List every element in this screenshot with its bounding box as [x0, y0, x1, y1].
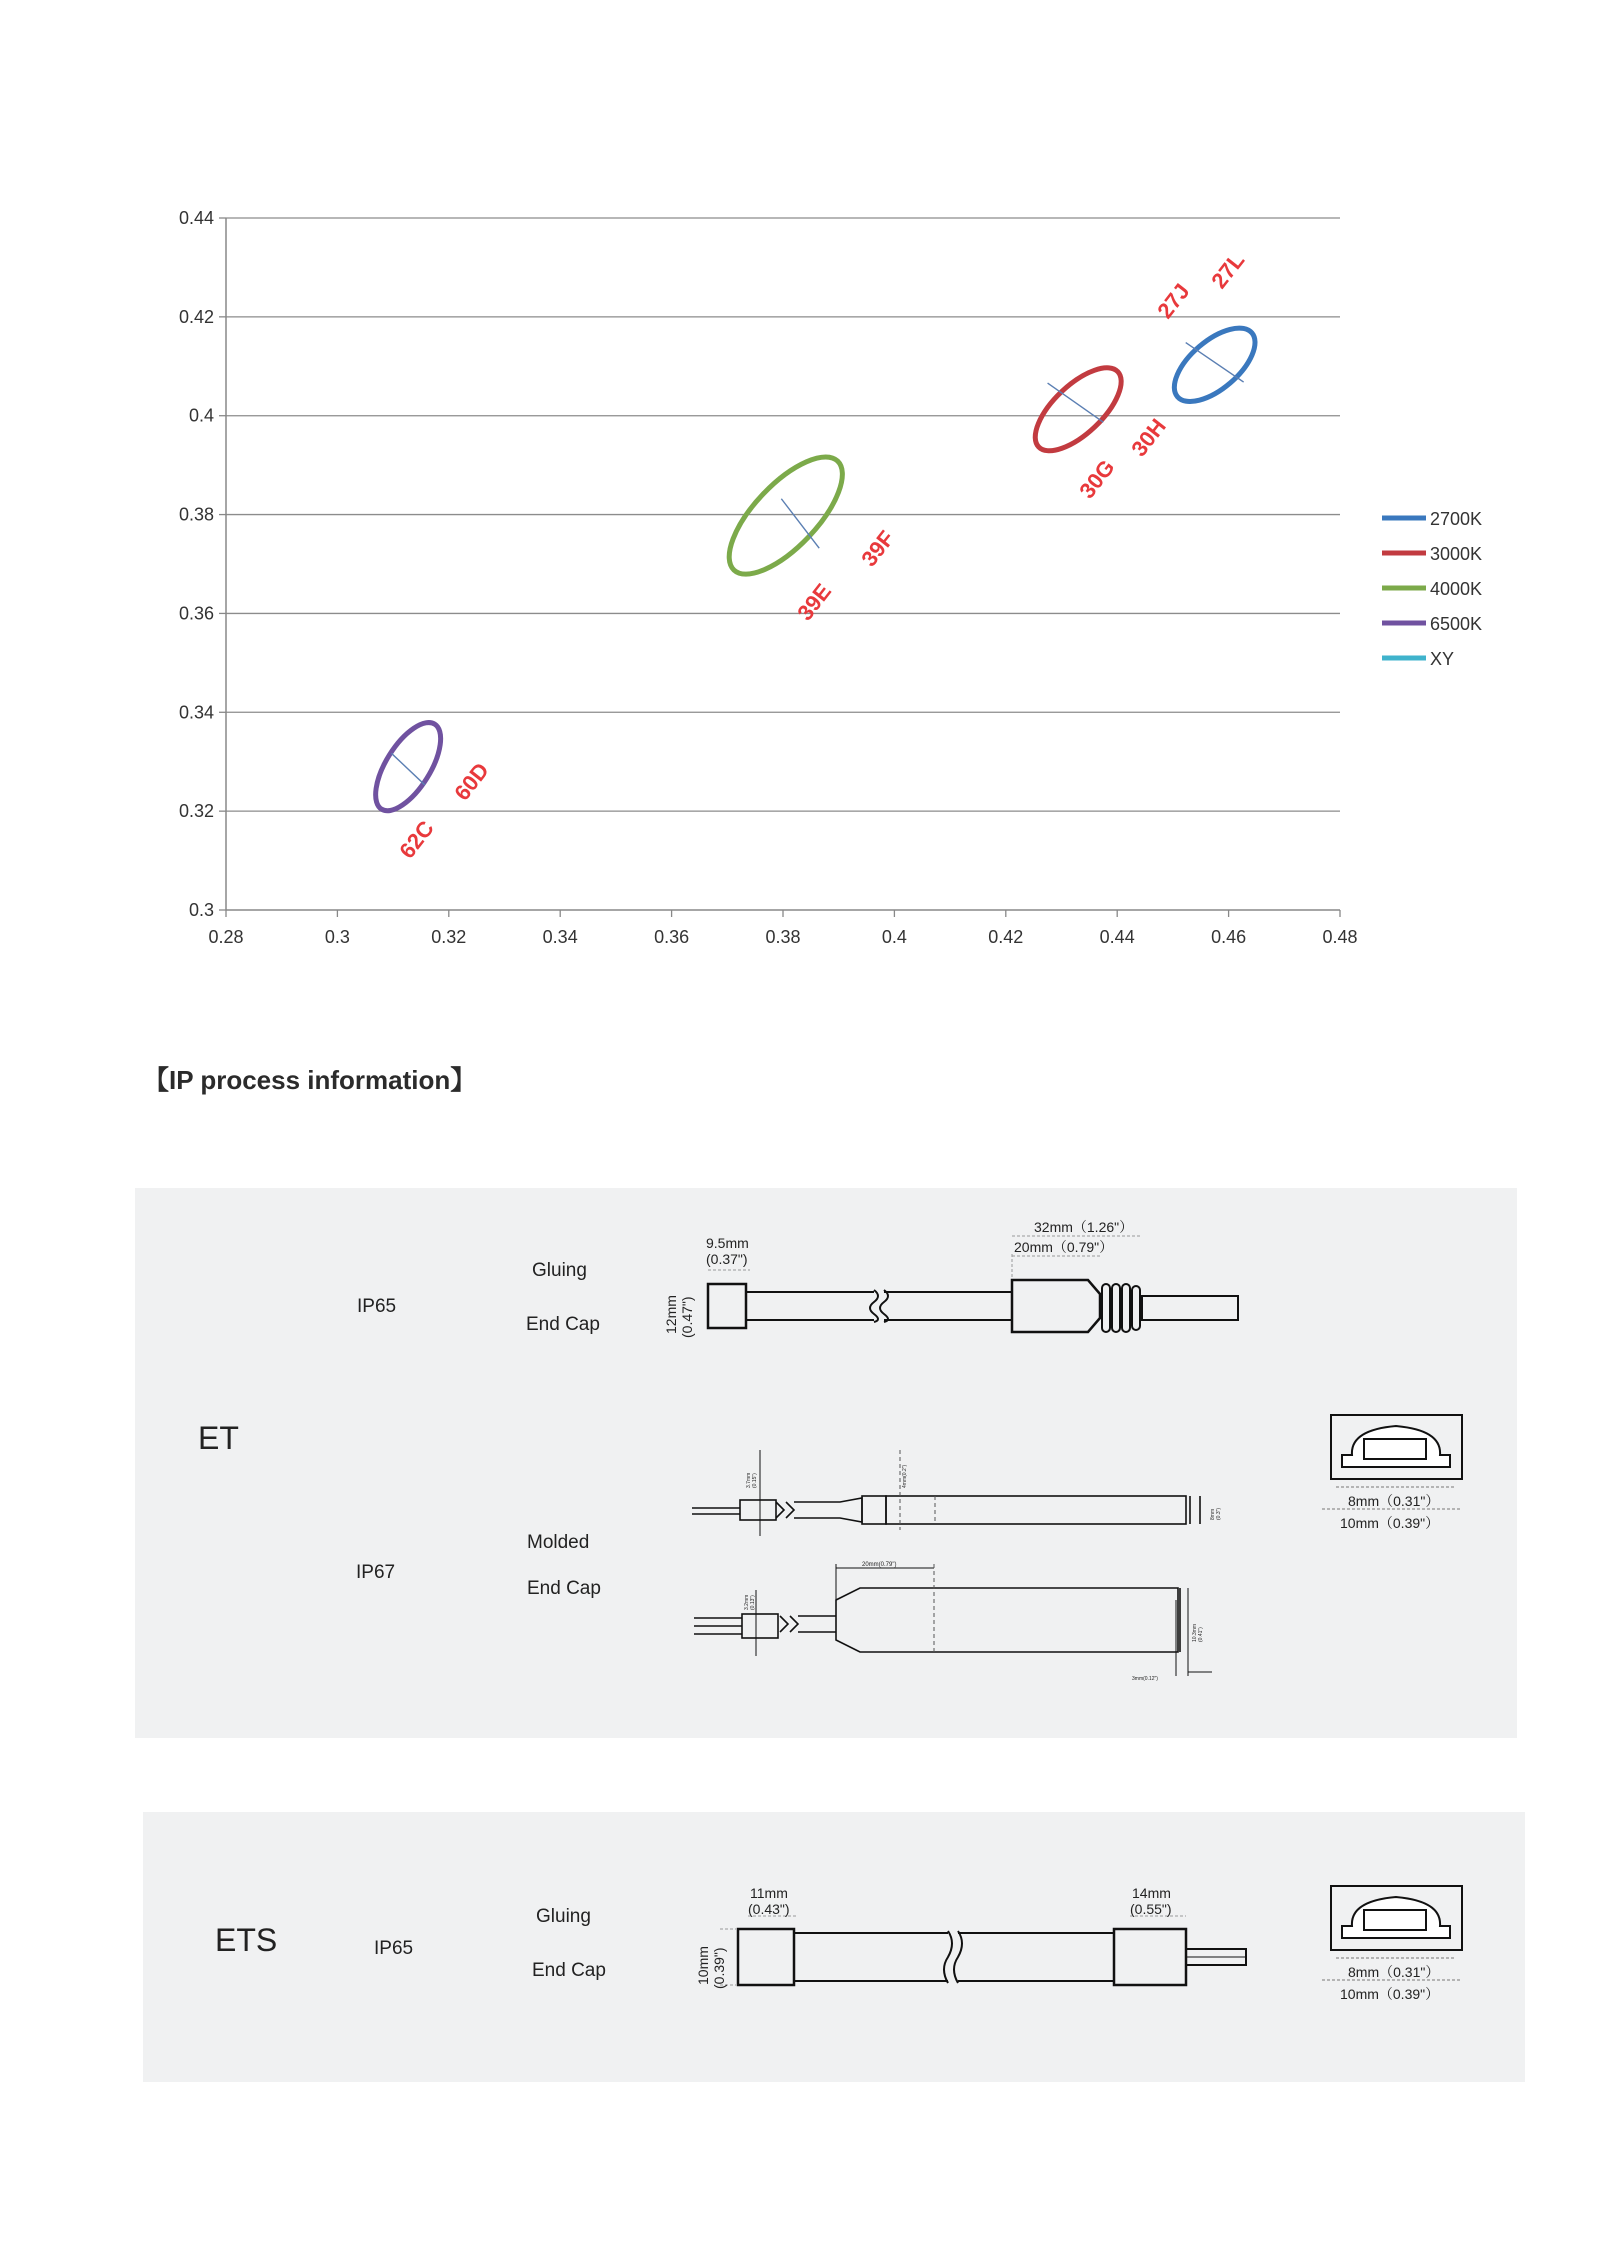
bin-label: 39E: [792, 578, 837, 626]
bin-label: 27J: [1152, 278, 1195, 324]
et-ip65-dim-height-in: (0.47"): [679, 1296, 695, 1338]
et-ip65-drawing: [708, 1236, 1238, 1332]
et-ip65-dim-total: 32mm（1.26"）: [1034, 1219, 1134, 1235]
x-tick-label: 0.3: [324, 927, 350, 947]
et-ip67-side-w: 3.7mm: [746, 1472, 752, 1488]
et-ip65-method-2: End Cap: [526, 1314, 600, 1335]
et-series-name: ET: [198, 1420, 239, 1456]
et-ip67-method-1: Molded: [527, 1532, 590, 1553]
et-ip67-side-w-in: (0.15"): [752, 1473, 758, 1488]
et-ip65-dim-cap-in: (0.37"): [706, 1251, 748, 1267]
ets-ip65-method-1: Gluing: [536, 1906, 591, 1927]
x-tick-label: 0.38: [765, 927, 801, 947]
bin-label: 39F: [856, 525, 900, 572]
et-ip67-side-drawing: [692, 1450, 1200, 1536]
ets-series-name: ETS: [215, 1922, 278, 1958]
section-title: 【IP process information】: [143, 1065, 477, 1095]
et-ip67-top-len: 20mm(0.79"): [862, 1562, 897, 1568]
x-tick-label: 0.46: [1211, 927, 1247, 947]
legend-label: 2700K: [1430, 509, 1483, 529]
et-ip67-rating: IP67: [356, 1562, 396, 1583]
et-ip67-top-end: 3mm(0.12"): [1132, 1676, 1158, 1682]
et-profile-inner: 8mm（0.31"）: [1348, 1493, 1440, 1509]
bin-label: 30H: [1126, 413, 1171, 462]
x-tick-label: 0.4: [881, 927, 907, 947]
ets-dim-height-in: (0.39"): [711, 1947, 727, 1989]
legend-label: 4000K: [1430, 579, 1483, 599]
x-tick-label: 0.36: [654, 927, 690, 947]
y-tick-label: 0.32: [178, 801, 214, 822]
et-ip67-top-w-in: (0.13"): [750, 1595, 756, 1610]
y-tick-label: 0.3: [188, 900, 214, 920]
et-ip65-dim-cap: 9.5mm: [706, 1235, 749, 1251]
et-ip67-side-mid: 4mm(0.2"): [902, 1464, 908, 1488]
y-tick-label: 0.44: [178, 208, 214, 228]
y-tick-label: 0.42: [178, 306, 214, 327]
ets-dim-right: 14mm: [1132, 1885, 1171, 1901]
ets-ip65-rating: IP65: [374, 1938, 414, 1959]
et-ip65-rating: IP65: [357, 1296, 397, 1317]
y-tick-label: 0.4: [188, 405, 214, 426]
x-tick-label: 0.42: [988, 927, 1024, 947]
et-ip67-top-h-in: (0.41"): [1198, 1627, 1204, 1642]
ets-profile-inner: 8mm（0.31"）: [1348, 1964, 1440, 1980]
et-ip67-side-h-in: (0.3"): [1216, 1507, 1222, 1520]
legend-label: XY: [1430, 649, 1455, 669]
et-ip65-dim-height: 12mm: [663, 1295, 679, 1334]
bin-label: 27L: [1206, 247, 1250, 294]
ets-dim-left-in: (0.43"): [748, 1901, 790, 1917]
et-ip65-dim-boot: 20mm（0.79"）: [1014, 1239, 1114, 1255]
y-tick-label: 0.34: [178, 702, 214, 723]
et-ip65-method-1: Gluing: [532, 1260, 587, 1281]
ets-dim-left: 11mm: [750, 1885, 788, 1901]
bin-label: 30G: [1074, 454, 1120, 504]
et-ip67-top-drawing: [694, 1564, 1212, 1676]
ets-panel: [143, 1812, 1525, 2082]
bin-label: 62C: [394, 815, 439, 864]
et-profile-outer: 10mm（0.39"）: [1340, 1515, 1440, 1531]
x-tick-label: 0.48: [1322, 927, 1358, 947]
y-tick-label: 0.36: [178, 603, 214, 624]
y-tick-label: 0.38: [178, 504, 214, 525]
ets-dim-height: 10mm: [695, 1946, 711, 1985]
x-tick-label: 0.32: [431, 927, 467, 947]
x-tick-label: 0.34: [542, 927, 578, 947]
et-ip67-top-h: 10.3mm: [1192, 1623, 1198, 1642]
bin-label: 60D: [449, 757, 494, 806]
legend-label: 6500K: [1430, 614, 1483, 634]
x-tick-label: 0.28: [208, 927, 244, 947]
legend-label: 3000K: [1430, 544, 1483, 564]
ets-ip65-method-2: End Cap: [532, 1960, 606, 1981]
et-ip67-top-w: 3.2mm: [744, 1594, 750, 1610]
x-tick-label: 0.44: [1099, 927, 1135, 947]
ets-dim-right-in: (0.55"): [1130, 1901, 1172, 1917]
et-ip67-side-h: 8mm: [1210, 1508, 1216, 1520]
ets-profile-outer: 10mm（0.39"）: [1340, 1986, 1440, 2002]
et-ip67-method-2: End Cap: [527, 1578, 601, 1599]
